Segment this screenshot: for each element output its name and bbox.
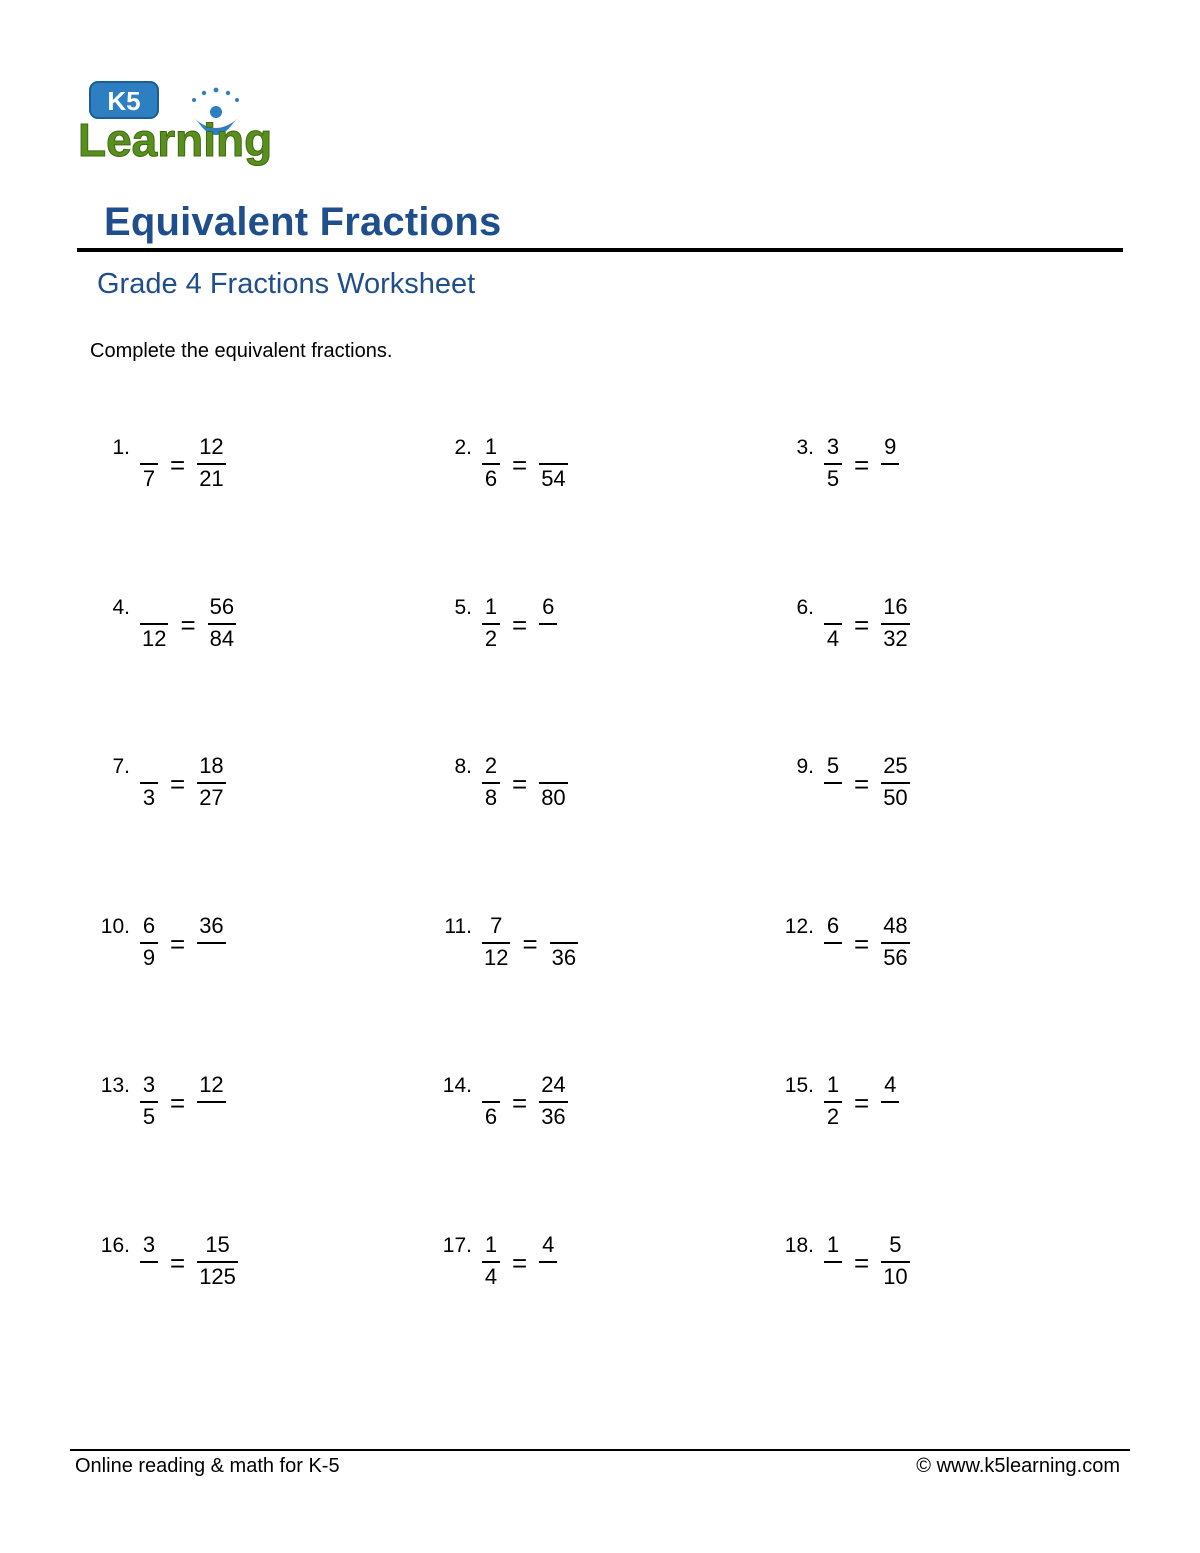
equation	[482, 1231, 557, 1290]
right-denominator: 27	[199, 785, 224, 810]
problem-number: 10.	[100, 914, 130, 938]
fraction-bar	[824, 463, 842, 465]
left-numerator: 3	[826, 434, 840, 459]
equals-sign: =	[854, 450, 870, 480]
right-denominator: 36	[541, 1104, 566, 1129]
problem-2	[454, 434, 568, 496]
fraction-bar	[140, 1261, 158, 1263]
equals-sign: =	[854, 609, 870, 640]
right-denominator	[546, 1266, 550, 1290]
equals-sign: =	[522, 928, 538, 959]
equation	[824, 436, 899, 492]
problem-13	[100, 1072, 226, 1134]
right-denominator: 54	[541, 466, 566, 491]
fraction-bar	[539, 1101, 567, 1103]
left-fraction	[140, 912, 158, 971]
right-numerator: 48	[883, 912, 908, 938]
right-fraction	[881, 1074, 899, 1130]
right-numerator: 6	[542, 593, 555, 619]
left-denominator: 5	[826, 466, 840, 491]
left-fraction	[482, 1231, 500, 1290]
problem-9	[796, 753, 910, 815]
fraction-bar	[482, 1101, 500, 1103]
left-fraction	[140, 1231, 158, 1290]
right-fraction	[881, 1231, 909, 1290]
left-fraction	[482, 912, 510, 971]
right-fraction	[881, 755, 909, 811]
left-fraction	[824, 755, 842, 811]
fraction-bar	[824, 1261, 842, 1263]
fraction-bar	[140, 1101, 158, 1103]
right-numerator	[551, 436, 555, 460]
left-denominator: 6	[484, 1104, 498, 1129]
equals-sign: =	[512, 1247, 528, 1278]
equation	[140, 755, 226, 811]
right-fraction	[197, 436, 225, 492]
problem-number: 2.	[454, 436, 472, 459]
right-denominator	[888, 468, 892, 492]
right-fraction	[881, 912, 909, 971]
equals-sign: =	[180, 609, 196, 640]
right-numerator: 16	[883, 593, 908, 619]
logo-text-k5: K5	[107, 86, 141, 116]
left-fraction	[824, 596, 842, 652]
equals-sign: =	[854, 769, 870, 799]
fraction-bar	[482, 942, 510, 944]
problem-number: 15.	[784, 1074, 814, 1097]
left-numerator: 1	[484, 593, 498, 619]
equals-sign: =	[512, 1088, 528, 1118]
problem-number: 6.	[796, 595, 814, 619]
problem-number: 17.	[442, 1233, 472, 1257]
problem-5	[454, 593, 557, 656]
fraction-bar	[881, 623, 909, 625]
right-numerator: 5	[889, 1231, 902, 1257]
right-denominator	[209, 1106, 213, 1130]
logo-text-learning: Learning	[78, 114, 273, 166]
fraction-bar	[824, 942, 842, 944]
right-fraction	[550, 915, 578, 971]
fraction-bar	[539, 1261, 557, 1263]
fraction-bar	[140, 623, 168, 625]
left-fraction	[824, 436, 842, 492]
left-denominator: 2	[826, 1104, 840, 1129]
equation	[482, 593, 557, 652]
equation	[824, 1074, 899, 1130]
right-numerator: 4	[884, 1072, 897, 1097]
equation	[140, 436, 226, 492]
left-numerator	[489, 1074, 493, 1098]
left-denominator: 12	[142, 625, 167, 651]
problem-number: 9.	[796, 755, 814, 778]
equation	[482, 912, 578, 971]
left-denominator: 3	[142, 785, 156, 810]
left-denominator	[831, 1266, 835, 1290]
problem-11	[444, 912, 578, 975]
equation	[824, 912, 910, 971]
right-numerator: 36	[199, 912, 224, 938]
left-fraction	[482, 436, 500, 492]
left-numerator: 1	[484, 1231, 498, 1257]
right-fraction	[197, 1074, 225, 1130]
problem-number: 7.	[112, 755, 130, 778]
left-numerator	[147, 436, 151, 460]
right-numerator: 4	[542, 1231, 555, 1257]
right-denominator: 56	[883, 944, 908, 970]
problem-number: 16.	[100, 1233, 130, 1257]
fraction-bar	[539, 782, 567, 784]
left-numerator: 3	[142, 1231, 156, 1257]
problem-12	[784, 912, 910, 975]
equation	[824, 1231, 910, 1290]
left-fraction	[824, 1074, 842, 1130]
equals-sign: =	[854, 1247, 870, 1278]
fraction-bar	[197, 463, 225, 465]
fraction-bar	[197, 782, 225, 784]
left-denominator: 5	[142, 1104, 156, 1129]
left-numerator: 5	[826, 753, 840, 778]
problem-number: 18.	[784, 1233, 814, 1257]
right-denominator	[888, 1106, 892, 1130]
equation	[482, 755, 568, 811]
problem-number: 12.	[784, 914, 814, 938]
left-denominator	[831, 787, 835, 811]
fraction-bar	[881, 1101, 899, 1103]
right-fraction	[208, 593, 236, 652]
problem-7	[112, 753, 226, 815]
problem-17	[442, 1231, 557, 1294]
fraction-bar	[539, 463, 567, 465]
equation	[140, 1074, 226, 1130]
right-denominator	[209, 947, 213, 971]
fraction-bar	[197, 1261, 238, 1263]
right-fraction	[539, 1231, 557, 1290]
right-numerator: 12	[199, 1072, 224, 1097]
fraction-bar	[482, 463, 500, 465]
equation	[824, 755, 910, 811]
equation	[140, 912, 226, 971]
equals-sign: =	[170, 1088, 186, 1118]
left-fraction	[482, 593, 500, 652]
right-fraction	[197, 755, 225, 811]
fraction-bar	[881, 782, 909, 784]
problem-15	[784, 1072, 899, 1134]
right-denominator: 10	[883, 1263, 908, 1289]
problem-number: 3.	[796, 436, 814, 459]
left-denominator: 8	[484, 785, 498, 810]
equals-sign: =	[170, 769, 186, 799]
right-fraction	[881, 436, 899, 492]
instructions: Complete the equivalent fractions.	[90, 340, 393, 362]
problem-3	[796, 434, 899, 496]
problem-18	[784, 1231, 910, 1294]
fraction-bar	[482, 782, 500, 784]
left-numerator	[147, 755, 151, 779]
fraction-bar	[197, 942, 225, 944]
problem-1	[112, 434, 226, 496]
left-fraction	[140, 596, 168, 652]
left-numerator	[831, 596, 835, 620]
page-subtitle: Grade 4 Fractions Worksheet	[97, 268, 476, 300]
equation	[482, 436, 568, 492]
footer-tagline: Online reading & math for K-5	[75, 1455, 340, 1477]
left-denominator: 12	[484, 944, 509, 970]
problem-number: 11.	[444, 914, 472, 938]
left-numerator: 1	[826, 1072, 840, 1097]
equals-sign: =	[170, 928, 186, 959]
left-fraction	[482, 1074, 500, 1130]
problem-10	[100, 912, 226, 975]
left-numerator: 6	[142, 912, 156, 938]
equation	[140, 593, 236, 652]
right-fraction	[539, 755, 567, 811]
left-denominator: 7	[142, 466, 156, 491]
problem-16	[100, 1231, 238, 1294]
equation	[140, 1231, 238, 1290]
left-denominator: 4	[484, 1263, 498, 1289]
right-fraction	[197, 912, 225, 971]
left-fraction	[824, 1231, 842, 1290]
problem-number: 14.	[442, 1074, 472, 1097]
left-fraction	[824, 912, 842, 971]
fraction-bar	[550, 942, 578, 944]
fraction-bar	[482, 1261, 500, 1263]
problem-8	[454, 753, 568, 815]
problem-6	[796, 593, 910, 656]
footer-divider	[70, 1449, 1130, 1451]
left-numerator: 6	[826, 912, 840, 938]
left-denominator	[831, 947, 835, 971]
problem-number: 13.	[100, 1074, 130, 1097]
fraction-bar	[824, 782, 842, 784]
problem-number: 4.	[112, 595, 130, 619]
right-denominator: 80	[541, 785, 566, 810]
equals-sign: =	[512, 450, 528, 480]
equals-sign: =	[854, 928, 870, 959]
fraction-bar	[539, 623, 557, 625]
equals-sign: =	[512, 609, 528, 640]
left-numerator: 7	[490, 912, 503, 938]
left-fraction	[140, 436, 158, 492]
page-title: Equivalent Fractions	[104, 200, 502, 244]
right-numerator	[551, 755, 555, 779]
right-numerator: 18	[199, 753, 224, 778]
equation	[482, 1074, 568, 1130]
footer-copyright: © www.k5learning.com	[916, 1455, 1120, 1477]
fraction-bar	[482, 623, 500, 625]
right-numerator: 56	[209, 593, 235, 619]
left-denominator: 4	[826, 625, 840, 651]
left-numerator: 1	[484, 434, 498, 459]
fraction-bar	[824, 623, 842, 625]
fraction-bar	[208, 623, 236, 625]
equation	[824, 593, 910, 652]
right-numerator	[562, 915, 566, 939]
right-numerator: 15	[205, 1231, 230, 1257]
right-numerator: 12	[199, 434, 224, 459]
fraction-bar	[881, 942, 909, 944]
left-numerator	[152, 596, 156, 620]
problem-number: 8.	[454, 755, 472, 778]
fraction-bar	[881, 1261, 909, 1263]
right-denominator: 84	[209, 625, 235, 651]
fraction-bar	[140, 782, 158, 784]
problem-14	[442, 1072, 568, 1134]
left-numerator: 2	[484, 753, 498, 778]
left-denominator: 9	[142, 944, 156, 970]
left-fraction	[482, 755, 500, 811]
equals-sign: =	[170, 1247, 186, 1278]
right-numerator: 25	[883, 753, 908, 778]
right-numerator: 9	[884, 434, 897, 459]
right-fraction	[539, 436, 567, 492]
equals-sign: =	[854, 1088, 870, 1118]
right-numerator: 24	[541, 1072, 566, 1097]
right-denominator	[546, 628, 550, 652]
fraction-bar	[197, 1101, 225, 1103]
fraction-bar	[140, 463, 158, 465]
right-denominator: 21	[199, 466, 224, 491]
right-fraction	[539, 593, 557, 652]
left-fraction	[140, 755, 158, 811]
right-denominator: 125	[199, 1263, 236, 1289]
fraction-bar	[824, 1101, 842, 1103]
right-fraction	[539, 1074, 567, 1130]
right-denominator: 36	[551, 944, 577, 970]
left-fraction	[140, 1074, 158, 1130]
right-fraction	[197, 1231, 238, 1290]
right-fraction	[881, 593, 909, 652]
left-numerator: 1	[826, 1231, 840, 1257]
left-denominator: 2	[484, 625, 498, 651]
problem-number: 1.	[112, 436, 130, 459]
problem-number: 5.	[454, 595, 472, 619]
left-denominator: 6	[484, 466, 498, 491]
left-denominator	[147, 1266, 151, 1290]
equals-sign: =	[170, 450, 186, 480]
right-denominator: 50	[883, 785, 908, 810]
fraction-bar	[140, 942, 158, 944]
right-denominator: 32	[883, 625, 908, 651]
left-numerator: 3	[142, 1072, 156, 1097]
problem-4	[112, 593, 236, 656]
equals-sign: =	[512, 769, 528, 799]
fraction-bar	[881, 463, 899, 465]
